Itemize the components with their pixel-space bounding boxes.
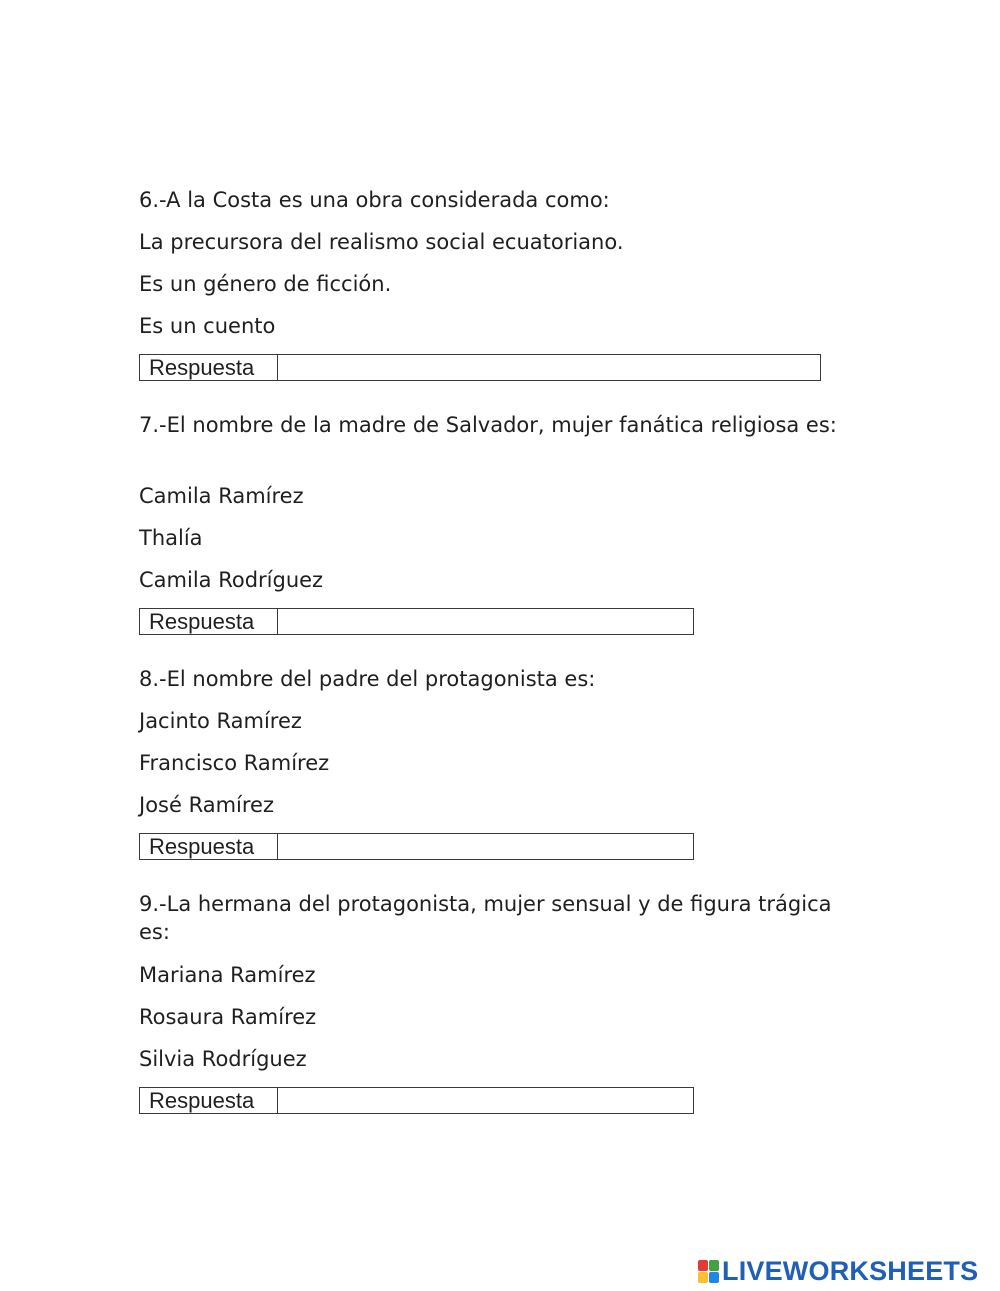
question-6-answer-label: Respuesta <box>140 355 278 380</box>
question-7-answer-row <box>139 608 694 635</box>
question-6-option-1: La precursora del realismo social ecuatoriano. <box>139 230 624 254</box>
question-9-option-3: Silvia Rodríguez <box>139 1047 307 1071</box>
question-9-option-2: Rosaura Ramírez <box>139 1005 317 1029</box>
liveworksheets-logo <box>698 1256 978 1287</box>
question-8-prompt: 8.-El nombre del padre del protagonista es: <box>139 667 596 691</box>
question-9-option-1: Mariana Ramírez <box>139 963 316 987</box>
question-7-option-1: Camila Ramírez <box>139 484 304 508</box>
logo-cube-1 <box>698 1260 708 1271</box>
question-6-prompt: 6.-A la Costa es una obra considerada como: <box>139 188 610 212</box>
question-7-option-3: Camila Rodríguez <box>139 568 324 592</box>
question-9-answer-input[interactable] <box>278 1088 693 1113</box>
question-8-option-3: José Ramírez <box>139 793 274 817</box>
question-9-answer-label: Respuesta <box>140 1088 278 1113</box>
question-8-answer-row <box>139 833 694 860</box>
logo-cube-2 <box>709 1260 719 1271</box>
question-8-answer-label: Respuesta <box>140 834 278 859</box>
question-7-prompt: 7.-El nombre de la madre de Salvador, mujer fanática religiosa es: <box>139 413 837 437</box>
question-8-option-2: Francisco Ramírez <box>139 751 330 775</box>
question-6-answer-row <box>139 354 821 381</box>
question-6-answer-input[interactable] <box>278 355 820 380</box>
logo-cube-4 <box>709 1272 719 1283</box>
question-7-option-2: Thalía <box>139 526 203 550</box>
question-9-answer-row <box>139 1087 694 1114</box>
question-9-prompt: 9.-La hermana del protagonista, mujer sensual y de figura trágica es: <box>139 892 832 944</box>
logo-cubes-icon <box>698 1260 719 1283</box>
question-7-answer-label: Respuesta <box>140 609 278 634</box>
question-8-option-1: Jacinto Ramírez <box>139 709 302 733</box>
logo-text: LIVEWORKSHEETS <box>722 1256 979 1286</box>
question-7-answer-input[interactable] <box>278 609 693 634</box>
question-6-option-2: Es un género de ficción. <box>139 272 392 296</box>
question-6-option-3: Es un cuento <box>139 314 276 338</box>
question-8-answer-input[interactable] <box>278 834 693 859</box>
logo-cube-3 <box>698 1272 708 1283</box>
